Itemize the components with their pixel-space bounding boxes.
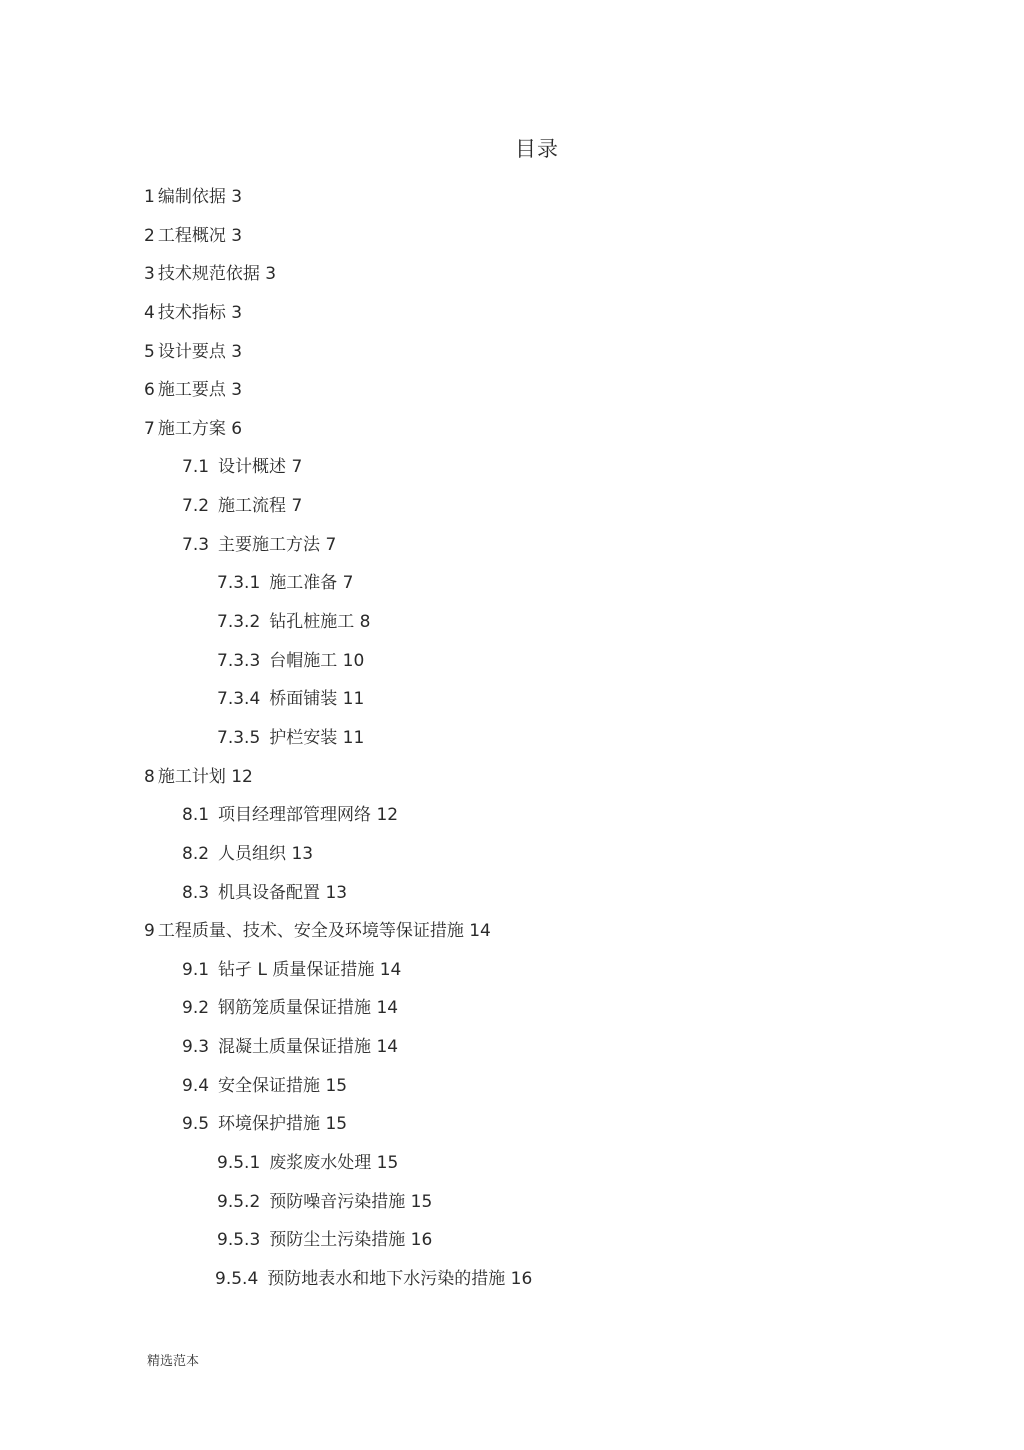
toc-entry-text: 废浆废水处理 15 [269, 1153, 399, 1174]
toc-entry-text: 人员组织 13 [218, 843, 314, 864]
toc-entry-number: 8.2 [182, 843, 210, 864]
toc-entry-number: 8 [144, 766, 155, 787]
toc-entry-text: 预防地表水和地下水污染的措施 16 [267, 1268, 533, 1289]
toc-entry[interactable] [144, 989, 944, 1028]
toc-entry-number: 9.4 [182, 1075, 210, 1096]
page-title: 目录 [515, 137, 559, 161]
toc-entry[interactable] [144, 603, 944, 642]
toc-entry-text: 设计概述 7 [218, 457, 303, 478]
toc-entry[interactable] [144, 796, 944, 835]
toc-entry-number: 7.3.3 [217, 650, 261, 671]
toc-entry-number: 8.3 [182, 882, 210, 903]
toc-entry-text: 钢筋笼质量保证措施 14 [218, 998, 399, 1019]
toc-entry-text: 工程概况 3 [157, 225, 243, 246]
toc-entry-number: 9.1 [182, 959, 210, 980]
toc-entry-text: 工程质量、技术、安全及环境等保证措施 14 [157, 921, 491, 942]
toc-entry[interactable] [144, 951, 944, 990]
toc-entry-text: 设计要点 3 [157, 341, 243, 362]
toc-entry[interactable] [144, 371, 944, 410]
toc-entry[interactable] [144, 835, 944, 874]
table-of-contents [144, 178, 944, 1299]
toc-entry[interactable] [144, 526, 944, 565]
toc-entry-text: 安全保证措施 15 [218, 1075, 348, 1096]
toc-entry-number: 1 [144, 187, 155, 207]
toc-entry-number: 9.3 [182, 1037, 210, 1058]
toc-entry[interactable] [144, 1183, 944, 1222]
toc-entry[interactable] [144, 448, 944, 487]
toc-entry-text: 技术指标 3 [157, 302, 243, 323]
toc-entry[interactable] [144, 1028, 944, 1067]
toc-entry-text: 钻孔桩施工 8 [269, 612, 371, 633]
toc-entry-number: 7.1 [182, 457, 210, 478]
toc-entry[interactable] [144, 1105, 944, 1144]
toc-entry-text: 环境保护措施 15 [218, 1114, 348, 1135]
toc-entry[interactable] [144, 642, 944, 681]
toc-entry-number: 2 [144, 225, 155, 246]
toc-entry-text: 项目经理部管理网络 12 [218, 805, 399, 826]
toc-entry[interactable] [144, 217, 944, 256]
toc-entry[interactable] [144, 564, 944, 603]
toc-entry-text: 施工方案 6 [157, 418, 243, 439]
toc-entry[interactable] [144, 912, 944, 951]
toc-entry-text: 桥面铺装 11 [269, 689, 365, 710]
toc-entry-number: 4 [144, 302, 155, 323]
toc-entry-number: 7.3.4 [217, 689, 261, 710]
toc-entry-text: 混凝土质量保证措施 14 [218, 1037, 399, 1058]
toc-entry[interactable] [144, 410, 944, 449]
toc-entry-number: 7.3.2 [217, 612, 261, 633]
toc-entry-number: 9 [144, 921, 155, 942]
toc-entry-number: 7.3.1 [217, 573, 261, 594]
toc-entry-text: 台帽施工 10 [269, 650, 365, 671]
toc-entry-number: 9.5.2 [217, 1191, 261, 1212]
toc-entry[interactable] [144, 178, 944, 217]
toc-entry-number: 9.5 [182, 1114, 210, 1135]
toc-entry-number: 9.5.4 [215, 1268, 259, 1289]
toc-entry-text: 技术规范依据 3 [157, 264, 277, 285]
toc-entry-number: 9.5.3 [217, 1230, 261, 1251]
toc-entry-text: 预防尘土污染措施 16 [269, 1230, 433, 1251]
toc-entry-text: 施工准备 7 [269, 573, 354, 594]
toc-entry[interactable] [144, 1260, 944, 1299]
toc-entry[interactable] [144, 294, 944, 333]
toc-entry-number: 7.2 [182, 496, 210, 517]
toc-entry-number: 9.2 [182, 998, 210, 1019]
toc-entry[interactable] [144, 1067, 944, 1106]
toc-entry[interactable] [144, 758, 944, 797]
toc-entry[interactable] [144, 874, 944, 913]
toc-entry[interactable] [144, 333, 944, 372]
toc-entry-text: 施工要点 3 [157, 380, 243, 401]
toc-entry-number: 8.1 [182, 805, 210, 826]
toc-entry-text: 主要施工方法 7 [218, 534, 337, 555]
toc-entry-text: 施工流程 7 [218, 496, 303, 517]
toc-entry[interactable] [144, 487, 944, 526]
toc-entry-number: 7.3 [182, 534, 210, 555]
page-footer: 精选范本 [147, 1354, 200, 1369]
toc-entry-text: 机具设备配置 13 [218, 882, 348, 903]
toc-entry-number: 6 [144, 380, 155, 401]
toc-entry[interactable] [144, 680, 944, 719]
toc-entry-number: 9.5.1 [217, 1153, 261, 1174]
toc-entry-text: 预防噪音污染措施 15 [269, 1191, 433, 1212]
toc-entry-text: 护栏安装 11 [269, 727, 365, 748]
toc-entry[interactable] [144, 719, 944, 758]
toc-entry-number: 5 [144, 341, 155, 362]
toc-entry-number: 7.3.5 [217, 727, 261, 748]
toc-entry[interactable] [144, 1144, 944, 1183]
toc-entry-number: 7 [144, 418, 155, 439]
toc-entry-text: 编制依据 3 [157, 187, 243, 207]
toc-entry[interactable] [144, 255, 944, 294]
toc-entry-text: 钻孑 L 质量保证措施 14 [218, 959, 402, 980]
toc-entry-text: 施工计划 12 [157, 766, 253, 787]
toc-entry[interactable] [144, 1221, 944, 1260]
toc-entry-number: 3 [144, 264, 155, 285]
